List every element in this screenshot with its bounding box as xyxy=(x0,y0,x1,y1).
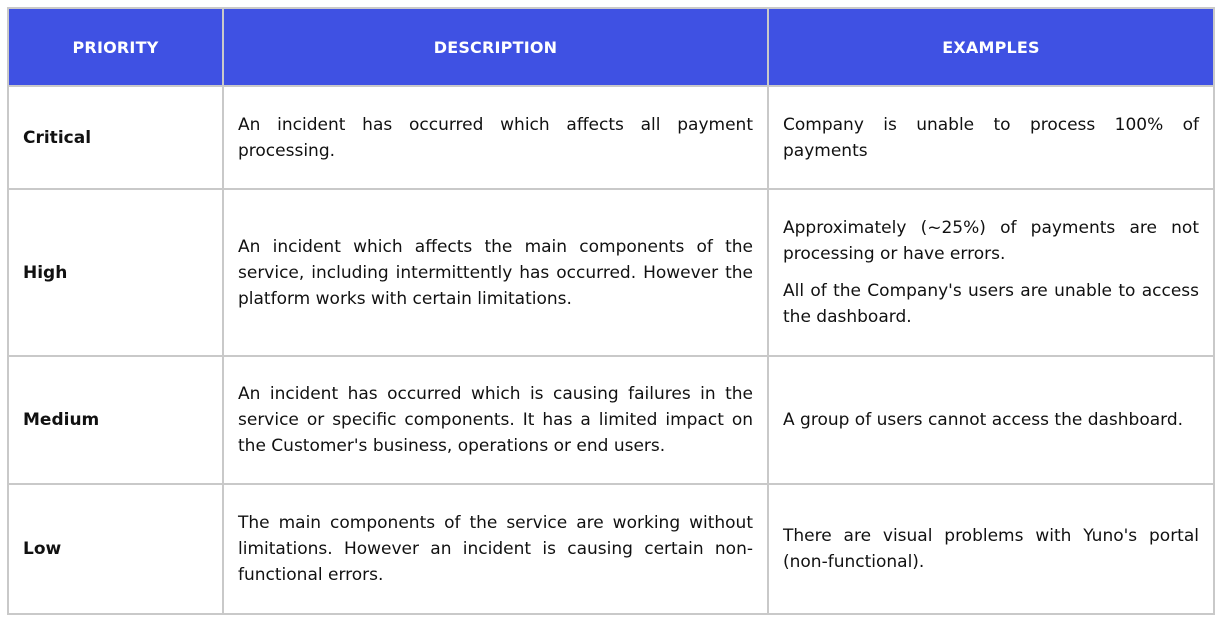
example-text: There are visual problems with Yuno's portal (non-functional). xyxy=(783,526,1199,572)
example-text: A group of users cannot access the dashboard. xyxy=(783,410,1184,430)
table-row xyxy=(8,356,1214,484)
example-text: Company is unable to process 100% of payments xyxy=(783,114,1199,161)
description-cell: An incident has occurred which is causing failures in the service or specific components. It has a limited impact on the Customer's business, operations or end users. xyxy=(223,356,768,484)
examples-cell xyxy=(768,356,1214,484)
description-cell: The main components of the service are working without limitations. However an incident is causing certain non-functional errors. xyxy=(223,484,768,614)
example-text: All of the Company's users are unable to access the dashboard. xyxy=(783,281,1199,327)
examples-cell xyxy=(768,484,1214,614)
description-cell: An incident which affects the main components of the service, including intermittently has occurred. However the platform works with certain limitations. xyxy=(223,189,768,356)
examples-cell xyxy=(768,189,1214,356)
table-row xyxy=(8,86,1214,189)
table-row xyxy=(8,484,1214,614)
header-description: DESCRIPTION xyxy=(223,8,768,86)
priority-cell: High xyxy=(8,189,223,356)
header-priority: PRIORITY xyxy=(8,8,223,86)
header-examples: EXAMPLES xyxy=(768,8,1214,86)
table-row xyxy=(8,189,1214,356)
table-header-row xyxy=(8,8,1214,86)
priority-cell: Medium xyxy=(8,356,223,484)
priority-cell: Critical xyxy=(8,86,223,189)
description-cell: An incident has occurred which affects all payment processing. xyxy=(223,86,768,189)
example-text: Approximately (~25%) of payments are not processing or have errors. xyxy=(783,218,1199,264)
priority-cell: Low xyxy=(8,484,223,614)
examples-cell xyxy=(768,86,1214,189)
priority-table xyxy=(7,7,1215,615)
